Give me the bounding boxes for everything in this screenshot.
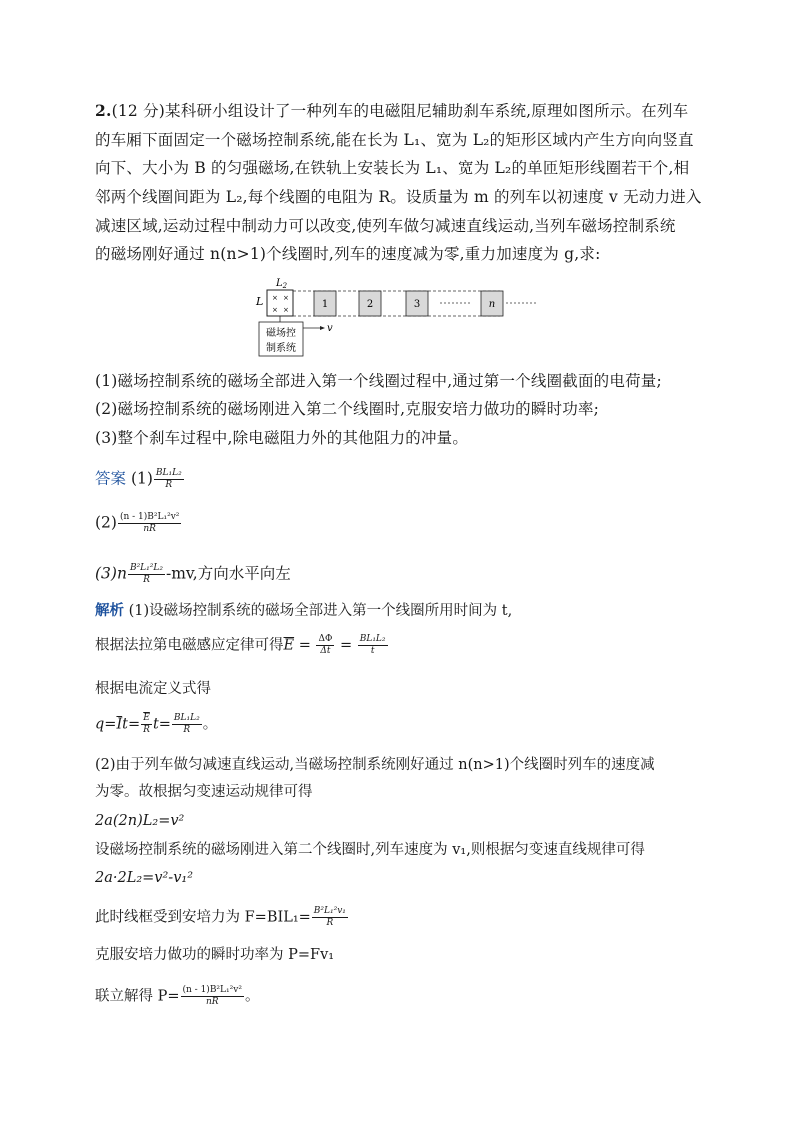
- answer-1: 答案 (1) $\frac{\text{BL₁L₂}}{R}$: [95, 468, 182, 490]
- fraction: $\frac{\overline{E}}{R}$: [143, 713, 150, 735]
- solution-line-11: 克服安培力做功的瞬时功率为 P=Fv₁: [95, 947, 335, 963]
- fraction: $\frac{\Delta\Phi}{\Delta t}$: [318, 634, 333, 656]
- fraction: $\frac{\text{BL₁L₂}}{t}$: [359, 634, 386, 656]
- fraction: $\frac{\text{B²L₁²L₂}}{R}$: [129, 563, 163, 585]
- coil-label: 2: [366, 299, 374, 310]
- solution-line-1: 解析 (1)设磁场控制系统的磁场全部进入第一个线圈所用时间为 t,: [95, 602, 513, 619]
- solution-line-8: 设磁场控制系统的磁场刚进入第二个线圈时,列车速度为 v₁,则根据匀变速直线规律可得: [95, 842, 645, 858]
- fraction: $\frac{\text{(n - 1)B²L₁²v²}}{nR}$: [119, 512, 180, 534]
- answer-label: 答案: [95, 469, 127, 488]
- coil-label: n: [488, 299, 496, 310]
- solution-line-3: 根据电流定义式得: [95, 681, 211, 697]
- problem-line-5: 减速区域,运动过程中制动力可以改变,使列车做匀减速直线运动,当列车磁场控制系统: [95, 217, 676, 235]
- arrow-head-icon: [320, 326, 325, 330]
- fraction: $\frac{\text{BL₁L₂}}{R}$: [173, 713, 200, 735]
- label-l2: $L_2$: [276, 278, 288, 290]
- answer-2: (2) $\frac{\text{(n - 1)B²L₁²v²}}{nR}$: [95, 512, 180, 534]
- solution-line-5: (2)由于列车做匀减速直线运动,当磁场控制系统刚好通过 n(n>1)个线圈时列车的速度减: [95, 757, 655, 773]
- label-l: L: [256, 295, 264, 308]
- problem-line-4: 邻两个线圈间距为 L₂,每个线圈的电阻为 R。设质量为 m 的列车以初速度 v 无动力进入: [95, 188, 702, 206]
- velocity-label: v: [327, 323, 333, 334]
- fraction: $\frac{\text{(n - 1)B²L₁²v²}}{nR}$: [182, 985, 242, 1007]
- coil-label: 1: [321, 299, 329, 310]
- solution-label: 解析: [95, 602, 124, 619]
- solution-line-6: 为零。故根据匀变速运动规律可得: [95, 784, 313, 800]
- coil-label: 3: [413, 299, 421, 310]
- fraction: $\frac{\text{B²L₁²v₁}}{R}$: [313, 906, 346, 928]
- solution-line-7: 2a(2n)L₂=v²: [95, 813, 185, 829]
- solution-line-2: 根据法拉第电磁感应定律可得$\overline{E}$ = $\frac{\Delta\Phi}{\Delta t}$ = $\frac{\text{BL₁L₂}}{t}$: [95, 634, 386, 656]
- fraction: $\frac{\text{BL₁L₂}}{R}$: [155, 468, 182, 490]
- question-1: (1)磁场控制系统的磁场全部进入第一个线圈过程中,通过第一个线圈截面的电荷量;: [95, 372, 662, 390]
- cross-mark: ×: [272, 294, 278, 302]
- magnetic-field-region: [267, 290, 293, 316]
- problem-line-3: 向下、大小为 B 的匀强磁场,在铁轨上安装长为 L₁、宽为 L₂的单匝矩形线圈若干个,相: [95, 159, 690, 177]
- cross-mark: ×: [283, 306, 289, 314]
- problem-line-2: 的车厢下面固定一个磁场控制系统,能在长为 L₁、宽为 L₂的矩形区域内产生方向向竖直: [95, 131, 694, 149]
- solution-line-9: 2a·2L₂=v²-v₁²: [95, 870, 194, 886]
- problem-line-1: 2.(12 分)某科研小组设计了一种列车的电磁阻尼辅助刹车系统,原理如图所示。在列车: [95, 101, 689, 120]
- question-number: 2.: [95, 101, 112, 120]
- solution-line-10: 此时线框受到安培力为 F=BIL₁= $\frac{\text{B²L₁²v₁}}{R}$: [95, 906, 346, 928]
- solution-line-4: $q=\overline{I}t=$ $\frac{\overline{E}}{R}$ t= $\frac{\text{BL₁L₂}}{R}$ 。: [95, 713, 218, 735]
- cross-mark: ×: [283, 294, 289, 302]
- answer-3: (3)n $\frac{\text{B²L₁²L₂}}{R}$ -mv,方向水平向左: [95, 563, 291, 585]
- solution-line-12: 联立解得 P= $\frac{\text{(n - 1)B²L₁²v²}}{nR}$ 。: [95, 985, 260, 1007]
- control-system-label: 制系统: [266, 343, 296, 354]
- brake-system-diagram: [250, 276, 550, 360]
- problem-line-6: 的磁场刚好通过 n(n>1)个线圈时,列车的速度减为零,重力加速度为 g,求:: [95, 245, 601, 263]
- question-2: (2)磁场控制系统的磁场刚进入第二个线圈时,克服安培力做功的瞬时功率;: [95, 400, 600, 418]
- cross-mark: ×: [272, 306, 278, 314]
- control-system-label: 磁场控: [266, 328, 296, 339]
- question-3: (3)整个刹车过程中,除电磁阻力外的其他阻力的冲量。: [95, 429, 469, 447]
